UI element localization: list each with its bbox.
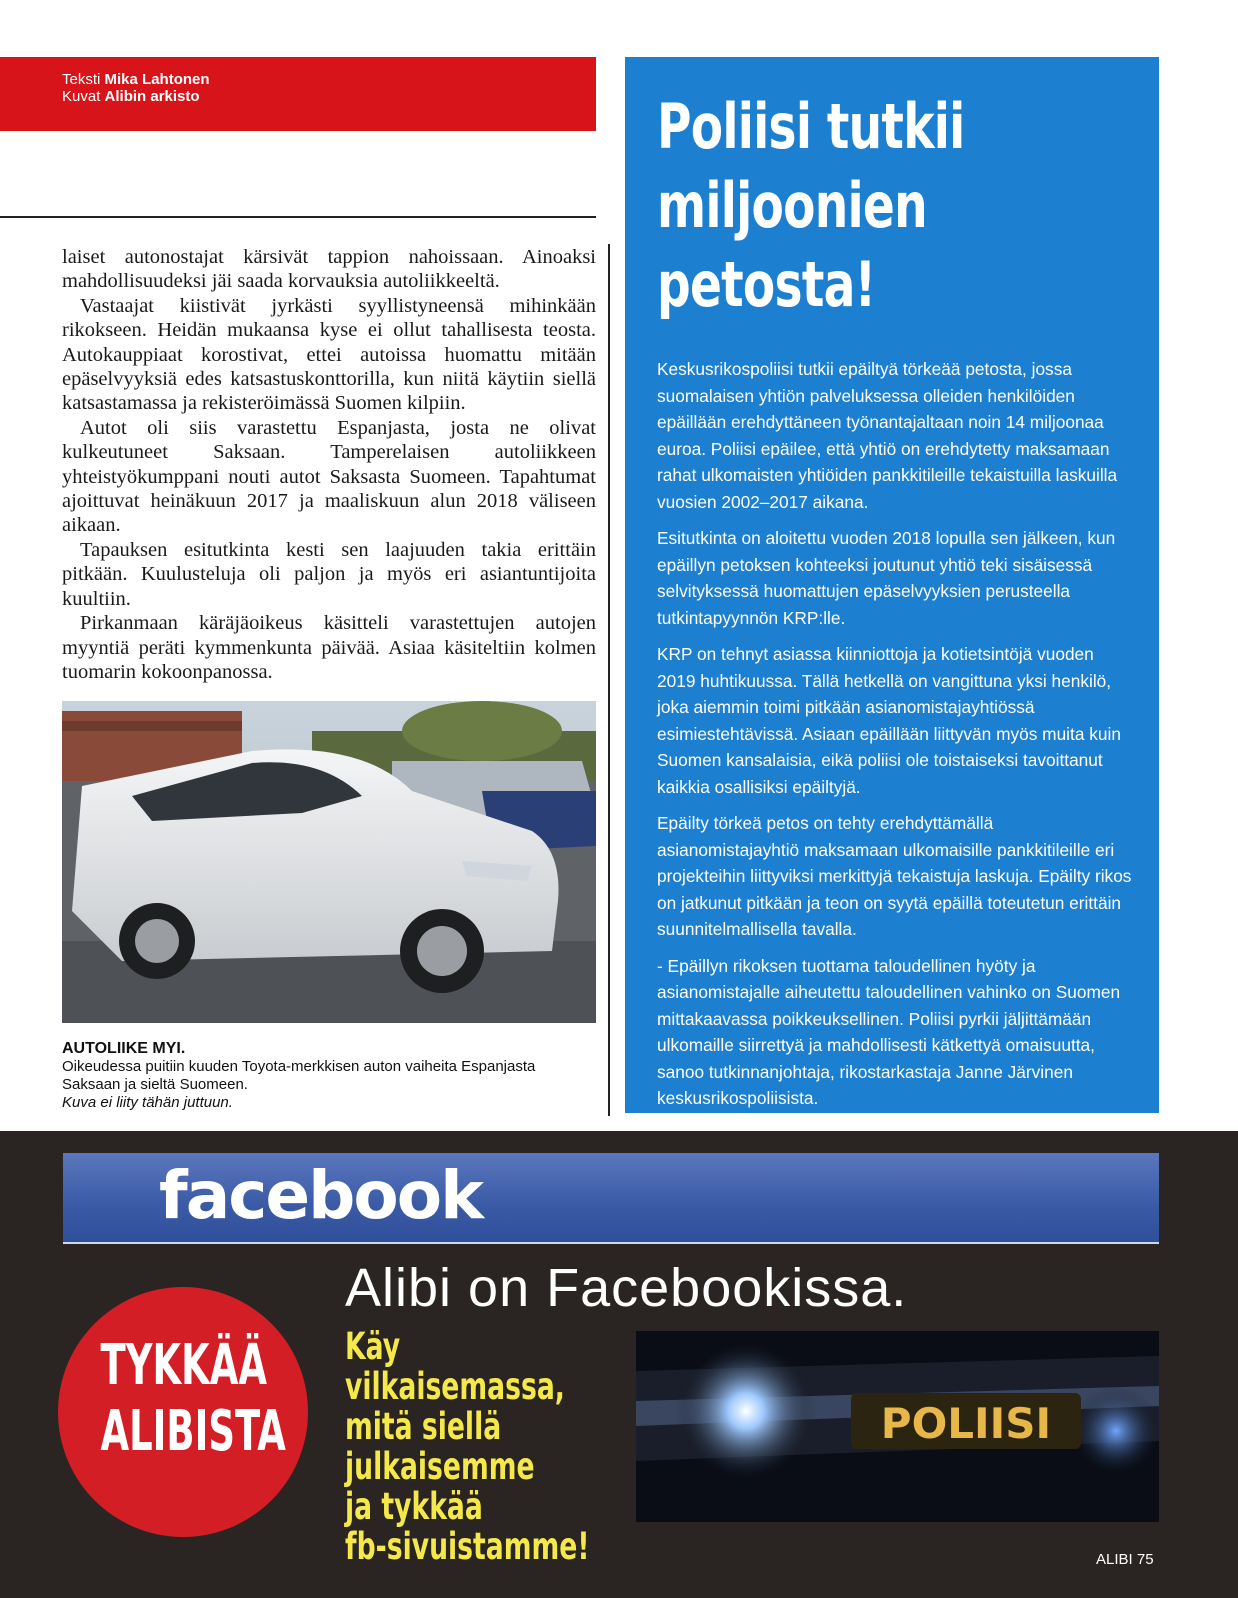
cta-line: mitä siellä	[345, 1405, 502, 1448]
sidebar-title-line: miljoonien petosta!	[657, 169, 927, 321]
ad-title: Alibi on Facebookissa.	[345, 1258, 908, 1318]
sidebar-paragraph: Esitutkinta on aloitettu vuoden 2018 lopulla sen jälkeen, kun epäillyn petoksen kohteeksi joutunut yhtiö teki sisäisessä selvityksessä huomattujen epäselvyyksien perusteella tutkintapyynnön KRP:lle.	[657, 528, 1116, 628]
sidebar-title	[657, 87, 1143, 324]
caption-heading: AUTOLIIKE MYI.	[62, 1040, 186, 1057]
like-badge-line: ALIBISTA	[100, 1399, 286, 1464]
like-badge	[58, 1287, 308, 1537]
sidebar-paragraph: KRP on tehnyt asiassa kiinniottoja ja kotietsintöjä vuoden 2019 huhtikuussa. Tällä hetkellä on vangittuna yksi henkilö, joka aiemmin toimi pitkään asianomistajayhtiössä esimiestehtävissä. Asiaan epäillään liittyvän myös muita kuin Suomen kansalaisia, eikä poliisi ole toistaiseksi tavoittanut kaikkia osallisiksi epäiltyjä.	[657, 644, 1121, 797]
article-paragraph: Autot oli siis varastettu Espanjasta, josta ne olivat kulkeutuneet Saksaan. Tamperelaisen autoliikkeen yhteistyökumppani nouti autot Saksasta Suomeen. Tapahtumat ajoittuvat heinäkuun 2017 ja maaliskuun alun 2018 väliseen aikaan.	[62, 416, 596, 537]
police-car-illustration	[636, 1331, 1159, 1522]
police-car-photo	[636, 1331, 1159, 1522]
credits-bar	[0, 57, 596, 131]
article-paragraph: Tapauksen esitutkinta kesti sen laajuuden takia erittäin pitkään. Kuulusteluja oli paljon ja myös eri asiantuntijoita kuultiin.	[62, 538, 596, 610]
caption-note: Kuva ei liity tähän juttuun.	[62, 1094, 233, 1111]
section-divider	[0, 216, 596, 218]
sidebar-paragraph: Epäilty törkeä petos on tehty erehdyttämällä asianomistajayhtiö maksamaan ulkomaisille pankkitileille eri projekteihin liittyviksi merkittyjä tekaistuja laskuja. Epäilty rikos on jatkunut pitkään ja teon on syytä epäillä toteutetun erittäin suunnitelmallisella tavalla.	[657, 813, 1132, 939]
facebook-ad[interactable]	[0, 1131, 1238, 1598]
like-badge-line: TYKKÄÄ	[100, 1333, 267, 1398]
photo-credit	[62, 88, 596, 105]
cta-line: Käy vilkaisemassa,	[345, 1325, 565, 1408]
car-photo	[62, 701, 596, 1023]
car-photo-illustration	[62, 701, 596, 1023]
caption-body: Oikeudessa puitiin kuuden Toyota-merkkisen auton vaiheita Espanjasta Saksaan ja sieltä Suomeen.	[62, 1058, 536, 1093]
article-paragraph: Vastaajat kiistivät jyrkästi syyllistyneensä mihinkään rikokseen. Heidän mukaansa kyse ei ollut tahallisesta teosta. Autokauppiaat korostivat, ettei autoissa huomattu mitään epäselvyyksiä edes katsastuskonttorilla, kun niitä käytiin siellä katsastamassa ja rekisteröimässä Suomen kilpiin.	[62, 294, 596, 415]
text-credit-label: Teksti	[62, 71, 101, 88]
facebook-banner	[63, 1153, 1159, 1244]
text-credit	[62, 71, 596, 88]
page-number: ALIBI 75	[1096, 1551, 1154, 1568]
article-paragraph: Pirkanmaan käräjäoikeus käsitteli varastettujen autojen myyntiä peräti kymmenkunta päivää. Asiaa käsiteltiin kolmen tuomarin kokoonpanossa.	[62, 612, 596, 683]
cta-line: ja tykkää	[345, 1485, 483, 1528]
ad-call-to-action	[345, 1327, 619, 1567]
sidebar-body	[657, 356, 1133, 1175]
sidebar-paragraph: - Epäillyn rikoksen tuottama taloudellinen hyöty ja asianomistajalle aiheutettu taloudellinen vahinko on Suomen mittakaavassa poikkeuksellinen. Poliisi pyrkii jäljittämään ulkomaille siirrettyä ja mahdollisesti kätkettyä omaisuutta, sanoo tutkinnanjohtaja, rikostarkastaja Janne Järvinen keskusrikospoliisista.	[657, 955, 1121, 1108]
cta-line: fb-sivuistamme!	[345, 1525, 590, 1568]
article-paragraph: laiset autonostajat kärsivät tappion nahoissaan. Ainoaksi mahdollisuudeksi jäi saada korvauksia autoliikkeeltä.	[62, 246, 596, 293]
facebook-logo: facebook	[159, 1157, 482, 1234]
sidebar-box	[625, 57, 1159, 1113]
photo-credit-label: Kuvat	[62, 88, 101, 105]
cta-line: julkaisemme	[345, 1445, 535, 1488]
article-body	[62, 245, 596, 684]
column-divider	[608, 244, 610, 1116]
sidebar-title-line: Poliisi tutkii	[657, 90, 965, 163]
photo-caption	[62, 1040, 596, 1112]
sidebar-paragraph: Keskusrikospoliisi tutkii epäiltyä törkeää petosta, jossa suomalaisen yhtiön palveluksessa olleiden henkilöiden epäillään erehdyttäneen työnantajaltaan noin 14 miljoonaa euroa. Poliisi epäilee, että yhtiö on erehdytetty maksamaan rahat ulkomaisten yhtiöiden pankkitileille tekaistuilla laskuilla vuosien 2002–2017 aikana.	[657, 359, 1118, 512]
police-sign-text: POLIISI	[880, 1399, 1052, 1448]
photo-credit-name: Alibin arkisto	[104, 88, 200, 105]
text-credit-name: Mika Lahtonen	[104, 71, 210, 88]
